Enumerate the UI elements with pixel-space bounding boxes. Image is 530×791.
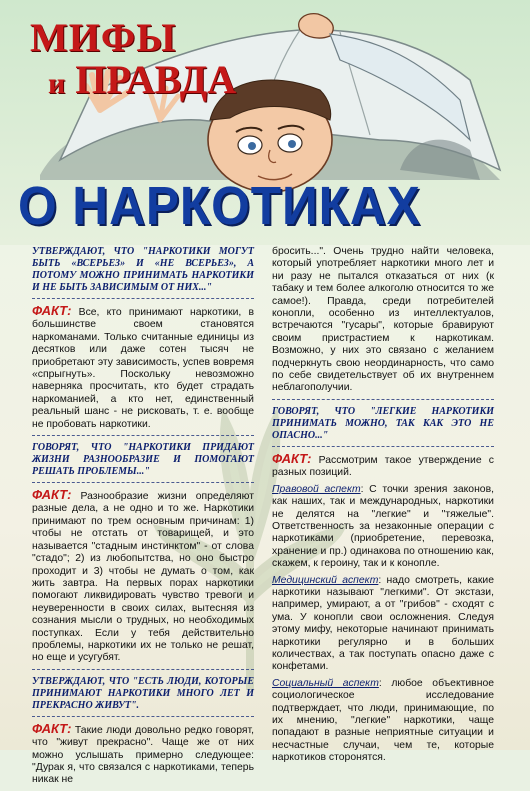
- right-column: [272, 246, 494, 769]
- title-truth: ПРАВДА: [75, 57, 237, 102]
- legal-aspect: [272, 484, 494, 571]
- title-and-truth: [48, 57, 237, 104]
- divider: [32, 298, 254, 300]
- divider: [32, 716, 254, 718]
- fact-4-text: Рассмотрим такое утверждение с разных позиций.: [272, 454, 494, 479]
- divider: [32, 669, 254, 671]
- legal-aspect-text: : С точки зрения законов, как наших, так и международных, наркотики не делятся на "легкие" и "тяжелые". Ответственность за незаконные операции с наркотиками (приобретение, перевозка, хранение и пр.) одинакова по отношению как, скажем, к героину, так и к конопле.: [272, 483, 494, 570]
- myth-2: ГОВОРЯТ, ЧТО "НАРКОТИКИ ПРИДАЮТ ЖИЗНИ РАЗНООБРАЗИЕ И ПОМОГАЮТ РЕШАТЬ ПРОБЛЕМЫ...": [32, 442, 254, 478]
- fact-label: ФАКТ:: [32, 720, 72, 736]
- fact-3-continued: бросить...". Очень трудно найти человека, который употребляет наркотики много лет и ни разу не пытался отказаться от них (к табаку и тем более алкоголю относится то же самое!). Правда, среди потребителей конопли, особенно из интеллектуалов, встречаются "гусары", которые бравируют своим пристрастием к наркотикам. Возможно, у них это связано с желанием подчеркнуть свою неординарность, что само по себе свидетельствует об их внутреннем неблагополучии.: [272, 246, 494, 394]
- fact-label: ФАКТ:: [32, 487, 72, 503]
- social-aspect-text: : любое объективное социологическое исследование подтверждает, что люди, принимающие, по их мнению, "легкие" наркотики, чаще попадают в разные неприятные ситуации и несчастные случаи, чем те, которые наркотиков сторонятся.: [272, 677, 494, 764]
- fact-2-text: Разнообразие жизни определяют разные дела, а не одно и то же. Наркотики принимают по трем основным причинам: 1) чтобы не отстать от товарищей, и это называется "стадным инстинктом" - от слова "стадо"; 2) из любопытства, но оно быстро проходит и 3) чтобы не думать о том, как жить завтра. На первых порах наркотики помогают ликвидировать чувство тревоги и неуверенности в своих силах, вытесняя из сознания мысли о трудных, но необходимых поступках. Если у тебя действительно проблемы, наркотики их не только не решат, но еще и усугубят.: [32, 491, 254, 664]
- medical-aspect-label: Медицинский аспект: [272, 574, 379, 586]
- fact-4: [272, 450, 494, 480]
- fact-label: ФАКТ:: [272, 450, 312, 466]
- social-aspect-label: Социальный аспект: [272, 677, 379, 689]
- medical-aspect: [272, 575, 494, 674]
- medical-aspect-text: : надо смотреть, какие наркотики называют "легкими". От экстази, например, умирают, а от "грибов" - сходят с ума. У конопли свои осложнения. Следуя этому мифу, некоторые начинают принимать наркотики регулярно и в больших количествах, а так поступать опасно даже с конфетами.: [272, 574, 494, 673]
- fact-label: ФАКТ:: [32, 303, 72, 318]
- social-aspect: [272, 678, 494, 765]
- title-about-drugs: О НАРКОТИКАХ: [18, 176, 421, 236]
- divider: [32, 482, 254, 484]
- fact-1-text: Все, кто принимают наркотики, в большинстве своем становятся наркоманами. Только считанные единицы из десятков или даже сотен тысяч не приобретают эту зависимость, успев вовремя «спрыгнуть». Поскольку невозможно наверняка просчитать, кто будет страдать наркоманией, а кто нет, единственный реальный шанс - не рисковать, т. е. вообще не пробовать наркотики.: [32, 307, 254, 430]
- myth-1: УТВЕРЖДАЮТ, ЧТО "НАРКОТИКИ МОГУТ БЫТЬ «ВСЕРЬЕЗ» И «НЕ ВСЕРЬЕЗ», А ПОТОМУ МОЖНО ПРИНИМАТЬ НАРКОТИКИ И НЕ БЫТЬ ЗАВИСИМЫМ ОТ НИХ...": [32, 246, 254, 293]
- myth-4: ГОВОРЯТ, ЧТО "ЛЕГКИЕ НАРКОТИКИ ПРИНИМАТЬ МОЖНО, ТАК КАК ЭТО НЕ ОПАСНО...": [272, 405, 494, 441]
- myth-3: УТВЕРЖДАЮТ, ЧТО "ЕСТЬ ЛЮДИ, КОТОРЫЕ ПРИНИМАЮТ НАРКОТИКИ МНОГО ЛЕТ И ПРЕКРАСНО ЖИВУТ".: [32, 675, 254, 711]
- fact-1: [32, 305, 254, 431]
- fact-3-text: Такие люди довольно редко говорят, что "живут прекрасно". Чаще же от них можно услышать примерно следующее: "Дурак я, что связался с наркотиками, теперь никак не: [32, 724, 254, 786]
- divider: [32, 435, 254, 437]
- divider: [272, 399, 494, 401]
- left-column: [32, 246, 254, 791]
- legal-aspect-label: Правовой аспект: [272, 483, 361, 495]
- fact-2: [32, 489, 254, 665]
- divider: [272, 446, 494, 448]
- title-and: и: [48, 67, 66, 100]
- title-myths: МИФЫ: [30, 15, 177, 60]
- fact-3: [32, 720, 254, 787]
